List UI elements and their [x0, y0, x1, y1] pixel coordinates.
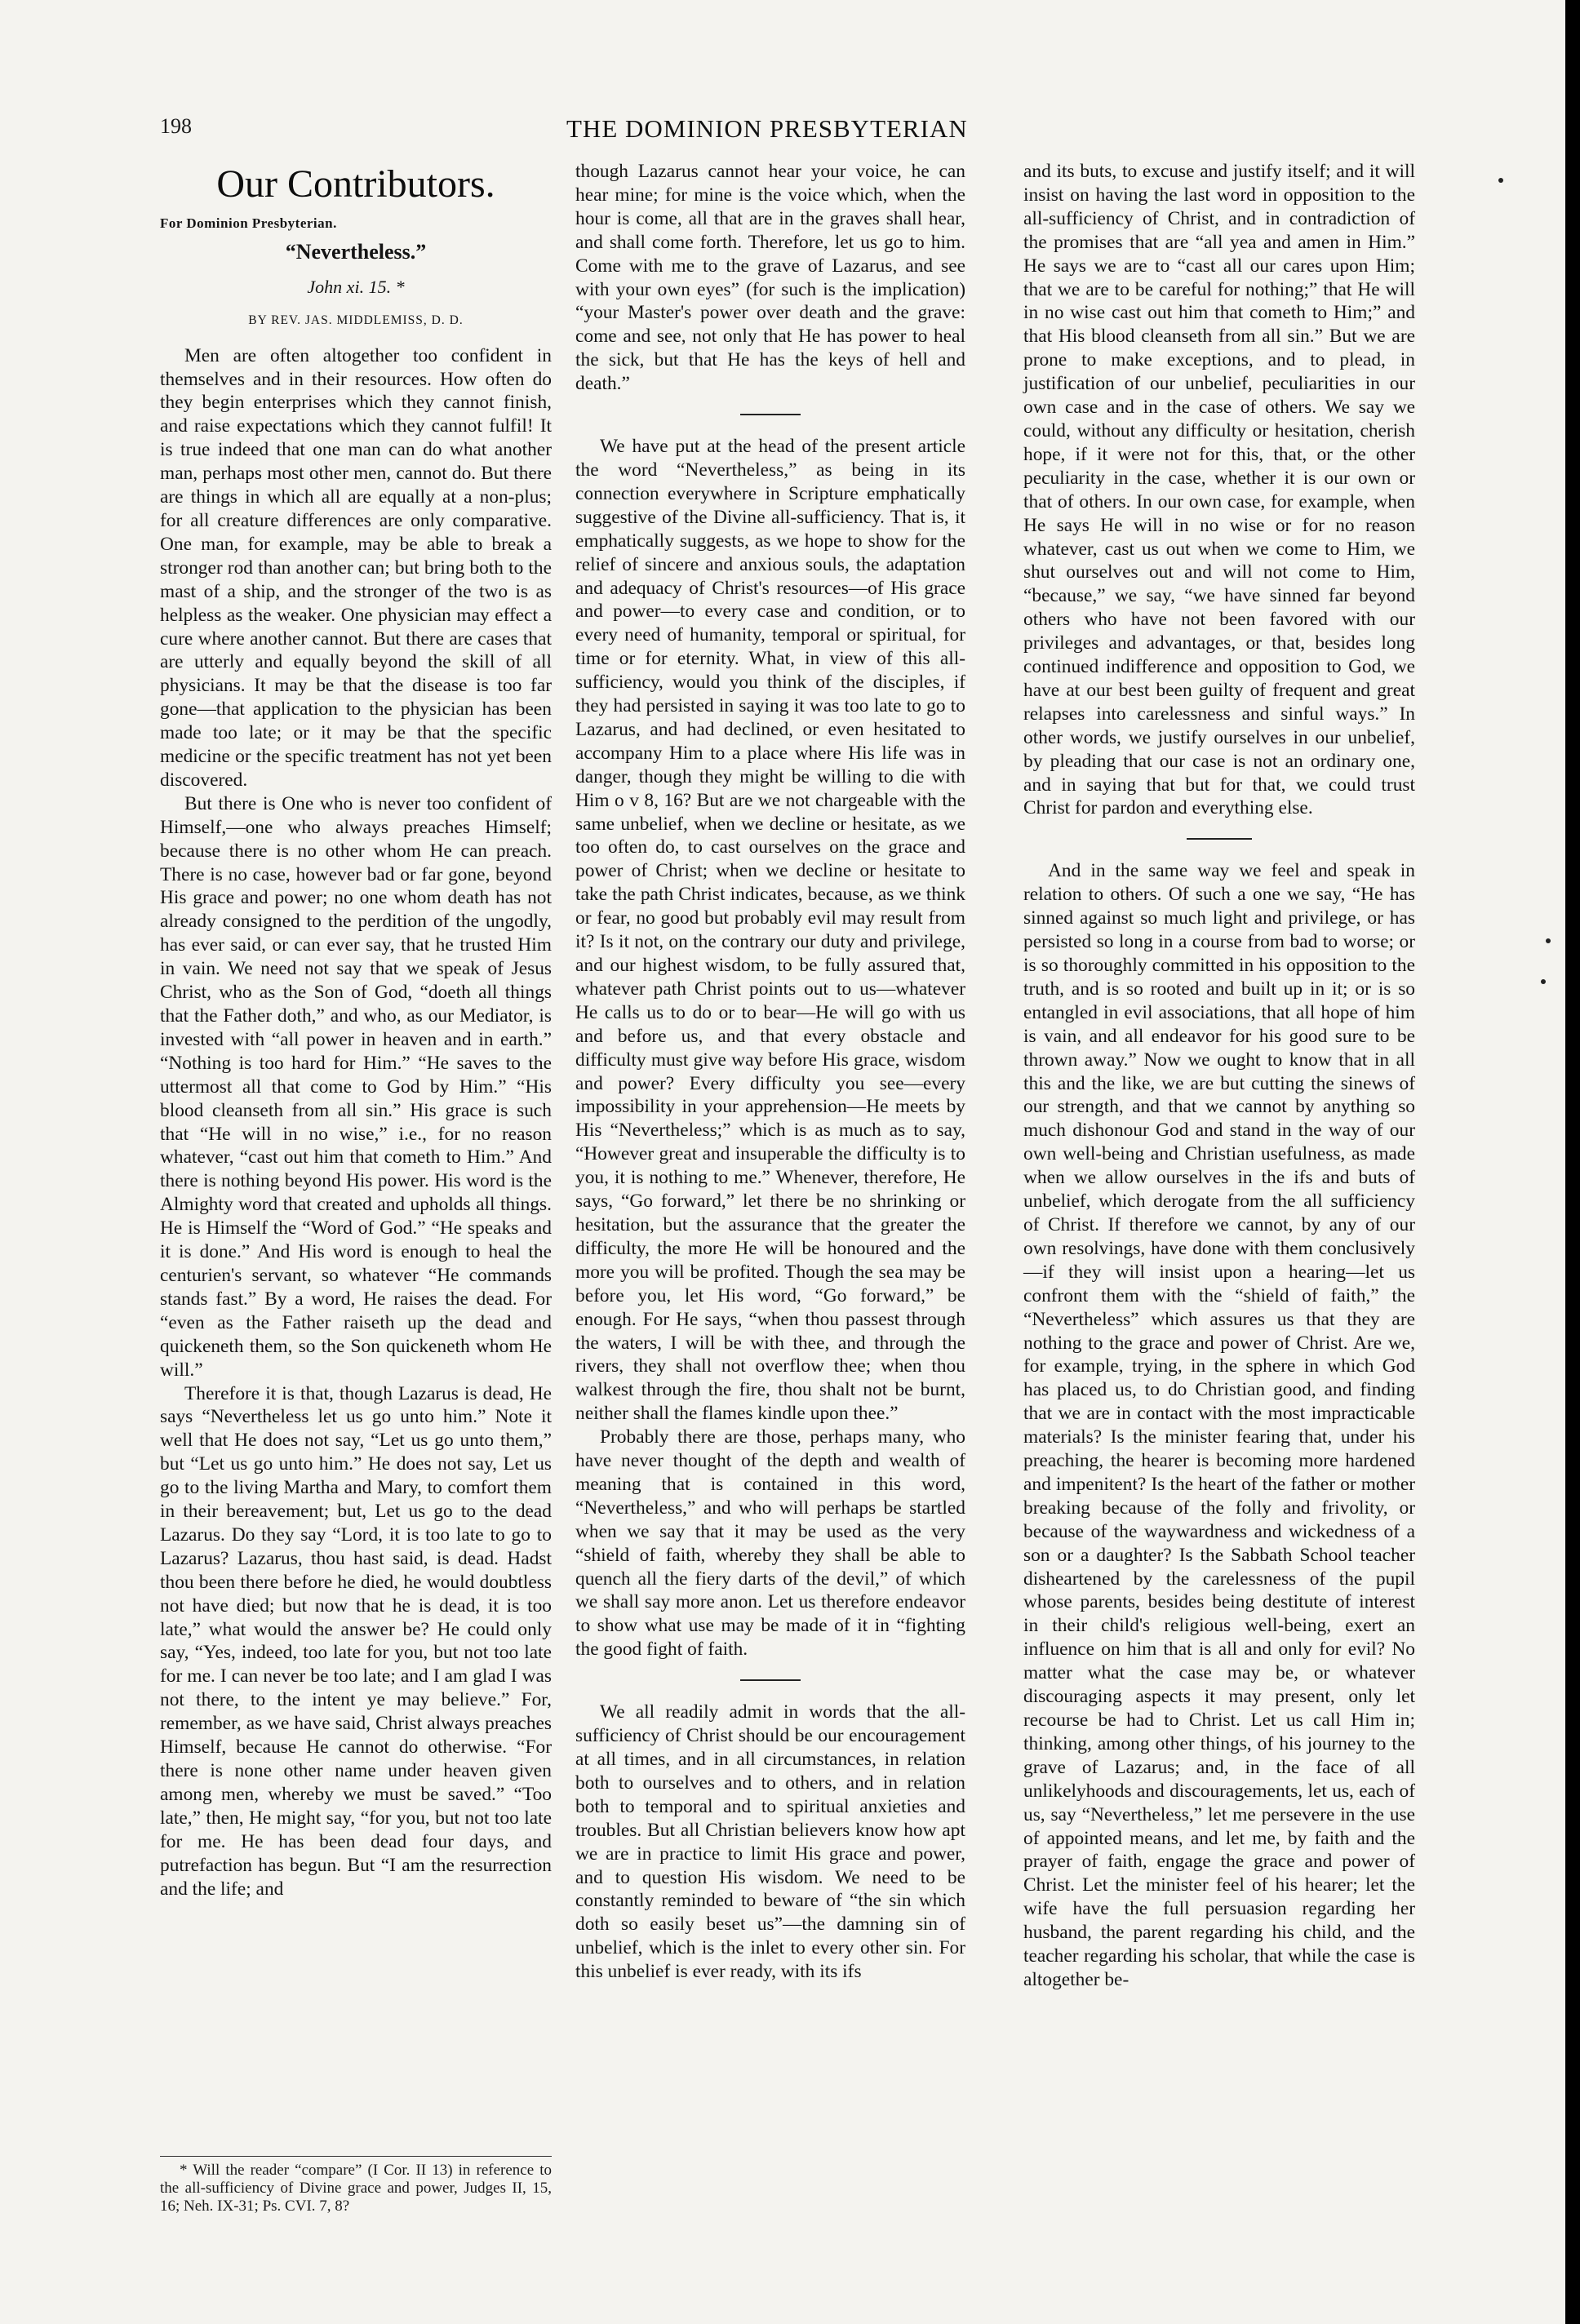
paragraph: Men are often altogether too confident in themselves and in their resources. How often do they begin enterprises which they cannot finish, and raise expectations which they cannot fulfil! It is true indeed that one man can do what another man, perhaps most other men, cannot do. But there are things in which all are equally at a non-plus; for all creature differences are only comparative. One man, for example, may be able to break a stronger rod than another can; but bring both to the mast of a ship, and the stronger of the two is as helpless as the weaker. One physician may effect a cure where another cannot. But there are cases that are utterly and equally beyond the skill of all physicians. It may be that the disease is too far gone—that application to the physician has been made too late; or it may be that the specific medicine or the specific treatment has not yet been discovered.	[160, 344, 552, 791]
paragraph: Therefore it is that, though Lazarus is dead, He says “Nevertheless let us go unto him.” Note it well that He does not say, “Let us go unto them,” but “Let us go unto him.” He does not say, Let us go to the living Martha and Mary, to comfort them in their bereavement; but, Let us go to the dead Lazarus. Do they say “Lord, it is too late to go to Lazarus? Lazarus, thou hast said, is dead. Hadst thou been there before he died, he would doubtless not have died; but now that he is dead, it is too late,” what would the answer be? He could only say, “Yes, indeed, too late for you, but not too late for me. I can never be too late; and I am glad I was not there, to the intent ye may believe.” For, remember, as we have said, Christ always preaches Himself, because He cannot do otherwise. “For there is none other name under heaven given among men, whereby we must be saved.” “Too late,” then, He might say, “for you, but not too late for me. He has been dead four days, and putrefaction has begun. But “I am the resurrection and the life; and	[160, 1382, 552, 1900]
paragraph: And in the same way we feel and speak in relation to others. Of such a one we say, “He has sinned against so much light and privilege, or has persisted so long in a course from bad to worse; or is so thoroughly committed in his opposition to the truth, and is so rooted and built up in it; or is so entangled in evil associations, that all hope of him is vain, and all endeavor for his good sure to be thrown away.” Now we ought to know that in all this and the like, we are but cutting the sinews of our strength, and that we cannot by anything so much dishonour God and stand in the way of our own well-being and Christian usefulness, as made when we allow ourselves in the ifs and buts of unbelief, which derogate from the all sufficiency of Christ. If therefore we cannot, by any of our own resolvings, have done with them conclusively—if they will insist upon a hearing—let us confront them with the “shield of faith,” the “Nevertheless” which assures us that they are nothing to the grace and power of Christ. Are we, for example, trying, in the sphere in which God has placed us, to do Christian good, and finding that we are in contact with the most impracticable materials? Is the minister fearing that, under his preaching, the hearer is becoming more hardened and impenitent? Is the heart of the father or mother breaking because of the folly and frivolity, or because of the waywardness and wickedness of a son or a daughter? Is the Sabbath School teacher disheartened by the carelessness of the pupil whose parents, besides being destitute of interest in their child's religious well-being, exert an influence on him that is all and only for evil? No matter what the case may be, or whatever discouraging aspects it may present, only let recourse be had to Christ. Let us call Him in; thinking, among other things, of his journey to the grave of Lazarus; and, in the face of all unlikelyhoods and discouragements, let us, each of us, say “Nevertheless,” let me persevere in the use of appointed means, and let me, by faith and the prayer of faith, engage the grace and power of Christ. Let the minister feel of his hearer; let the wife have the full persuasion regarding her husband, the parent regarding his child, and the teacher regarding his scholar, that while the case is altogether be-	[1023, 860, 1415, 1990]
paragraph: We all readily admit in words that the all-sufficiency of Christ should be our encouragement at all times, and in all circumstances, in relation both to ourselves and to others, and in relation both to temporal and to spiritual anxieties and troubles. But all Christian believers know how apt we are in practice to limit His grace and power, and to question His wisdom. We need to be constantly reminded to beware of “the sin which doth so easily beset us”—the damning sin of unbelief, which is the inlet to every other sin. For this unbelief is ever ready, with its ifs	[575, 1701, 965, 1983]
section-title: Our Contributors.	[216, 162, 495, 206]
page-number: 198	[160, 114, 192, 138]
section-divider	[740, 1679, 801, 1681]
scripture-reference: John xi. 15. *	[307, 276, 405, 297]
margin-mark	[1541, 979, 1546, 984]
scan-edge	[1565, 0, 1580, 2324]
paragraph: Probably there are those, perhaps many, who have never thought of the depth and wealth of meaning that is contained in this word, “Nevertheless,” and who will perhaps be startled when we say that it may be used as the very “shield of faith, whereby they shall be able to quench all the fiery darts of the devil,” of which we shall say more anon. Let us therefore endeavor to show what use may be made of it in “fighting the good fight of faith.	[575, 1426, 965, 1661]
margin-mark	[1546, 938, 1551, 943]
footnote-text: * Will the reader “compare” (I Cor. II 13) in reference to the all-sufficiency of Divine grace and power, Judges II, 15, 16; Neh. IX-31; Ps. CVI. 7, 8?	[160, 2162, 552, 2215]
paragraph: and its buts, to excuse and justify itself; and it will insist on having the last word in opposition to the all-sufficiency of Christ, and in contradiction of the promises that are “all yea and amen in Him.” He says we are to “cast all our cares upon Him; that we are to be careful for nothing;” that He will in no wise cast out him that cometh to Him;” and that His blood cleanseth from all sin.” But we are prone to make exceptions, and to plead, in justification of our unbelief, peculiarities in our own case and in the case of others. We say we could, without any difficulty or hesitation, cherish hope, if it were not for this, that, or the other peculiarity in the case, whether it is our own or that of others. In our own case, for example, when He says He will in no wise or for no reason whatever, cast us out when we come to Him, we shut ourselves out and will not come to Him, “because,” we say, “we have sinned far beyond others who have not been favored with our privileges and advantages, or that, besides long continued indifference and opposition to God, we have at our best been guilty of frequent and great relapses into carelessness and sinful ways.” In other words, we justify ourselves in our unbelief, by pleading that our case is not an ordinary one, and in saying that but for that, we could trust Christ for pardon and everything else.	[1023, 161, 1415, 819]
running-head: THE DOMINION PRESBYTERIAN	[566, 114, 968, 143]
paragraph: though Lazarus cannot hear your voice, he can hear mine; for mine is the voice which, when the hour is come, all that are in the graves shall hear, and shall come forth. Therefore, let us go to him. Come with me to the grave of Lazarus, and see with your own eyes” (for such is the implication) “your Master's power over death and the grave: come and see, not only that He has power to heal the sick, but that He has the keys of hell and death.”	[575, 161, 965, 395]
byline: BY REV. JAS. MIDDLEMISS, D. D.	[248, 313, 464, 327]
section-divider	[740, 414, 801, 415]
column-1	[160, 160, 552, 2151]
section-divider	[1187, 838, 1252, 840]
paragraph: But there is One who is never too confident of Himself,—one who always preaches Himself; because there is no other whom He can preach. There is no case, however bad or far gone, beyond His grace and power; no one whom death has not already consigned to the perdition of the ungodly, has ever said, or can ever say, that he trusted Him in vain. We need not say that we speak of Jesus Christ, who as the Son of God, “doeth all things that the Father doth,” and who, as our Mediator, is invested with “all power in heaven and in earth.” “Nothing is too hard for Him.” “He saves to the uttermost all that come to God by Him.” “His blood cleanseth from all sin.” His grace is such that “He will in no wise,” i.e., for no reason whatever, “cast out him that cometh to Him.” And there is nothing beyond His power. His word is the Almighty word that created and upholds all things. He is Himself the “Word of God.” “He speaks and it is done.” And His word is enough to heal the centurien's servant, so whatever “He commands stands fast.” By a word, He raises the dead. For “even as the Father raiseth up the dead and quickeneth them, so the Son quickeneth whom He will.”	[160, 792, 552, 1381]
column-2	[575, 160, 965, 2273]
column-3	[1023, 160, 1415, 2273]
article-title: “Nevertheless.”	[285, 239, 427, 264]
paragraph: We have put at the head of the present article the word “Nevertheless,” as being in its connection everywhere in Scripture emphatically suggestive of the Divine all-sufficiency. That is, it emphatically suggests, as we hope to show for the relief of sincere and anxious souls, the adaptation and adequacy of Christ's resources—of His grace and power—to every case and condition, or to every need of humanity, temporal or spiritual, for time or for eternity. What, in view of this all-sufficiency, would you think of the disciples, if they had persisted in saying it was too late to go to Lazarus, and had declined, or even hesitated to accompany Him to a place where His life was in danger, though they might be willing to die with Him o v 8, 16? But are we not chargeable with the same unbelief, when we decline or hesitate, as we too often do, to cast ourselves on the grace and power of Christ; when we decline or hesitate to take the path Christ indicates, because, as we think or fear, no good but probably evil may result from it? Is it not, on the contrary our duty and privilege, and our highest wisdom, to be fully assured that, whatever path Christ points out to us—whatever He calls us to do or to bear—He will go with us and before us, and that every obstacle and difficulty must give way before His grace, wisdom and power? Every difficulty you see—every impossibility in your apprehension—He meets by His “Nevertheless;” which is as much as to say, “However great and insuperable the difficulty is to you, it is nothing to me.” Whenever, therefore, He says, “Go forward,” let there be no shrinking or hesitation, but the assurance that the greater the difficulty, the more He will be honoured and the more you will be profited. Though the sea may be before you, let His word, “Go forward,” be enough. For He says, “when thou passest through the waters, I will be with thee, and through the rivers, they shall not overflow thee; when thou walkest through the fire, thou shalt not be burnt, neither shall the flames kindle upon thee.”	[575, 436, 965, 1425]
footnote	[160, 2156, 552, 2215]
for-line: For Dominion Presbyterian.	[160, 215, 337, 231]
margin-mark	[1498, 178, 1503, 183]
page-header	[160, 114, 1498, 155]
